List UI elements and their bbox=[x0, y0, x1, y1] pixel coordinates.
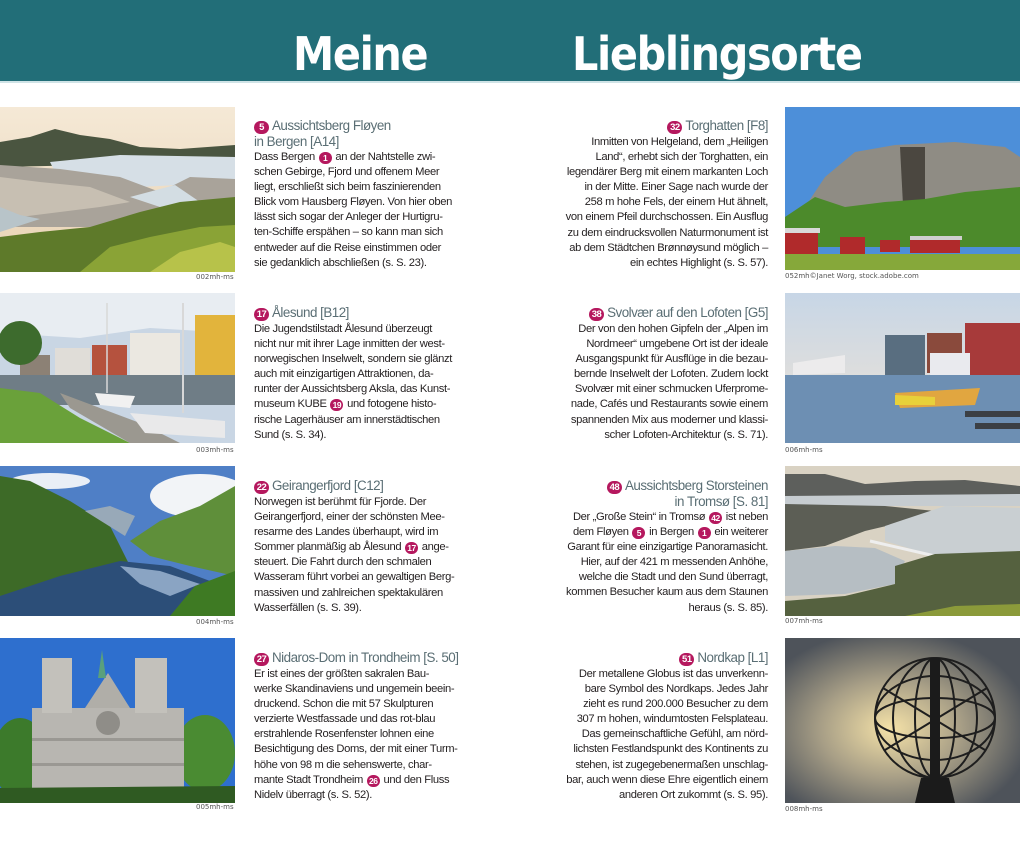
entry-svolvaer bbox=[560, 305, 768, 443]
photo-credit: 052mh©Janet Worg, stock.adobe.com bbox=[785, 272, 919, 280]
text-span: lichsten Festlandspunkt des Kontinents zu bbox=[573, 743, 768, 756]
text-span: massiven und zahlreichen spektakulären bbox=[254, 586, 443, 599]
text-span: schen Gebirge, Fjord und offenem Meer bbox=[254, 166, 440, 179]
text-span: in Bergen bbox=[646, 526, 697, 539]
photo-credit: 008mh-ms bbox=[785, 805, 823, 813]
text-span: ten-Schiffe erspähen – so kann man sich bbox=[254, 226, 443, 239]
entry-storsteinen bbox=[560, 478, 768, 616]
text-span: entweder auf die Reise einstimmen oder bbox=[254, 241, 441, 254]
entry-title bbox=[254, 650, 464, 666]
text-span: erstrahlende Rosenfenster lohnen eine bbox=[254, 728, 434, 741]
text-span: zu dem eindrucksvollen Naturmonument ist bbox=[567, 226, 768, 239]
text-span: kommen Besucher kaum aus dem Staunen bbox=[566, 586, 768, 599]
number-badge: 42 bbox=[709, 512, 722, 524]
text-span: anderen Ort zukommt (s. S. 95). bbox=[619, 788, 768, 801]
number-badge: 1 bbox=[319, 152, 332, 164]
entry-nidaros-dom bbox=[254, 650, 464, 803]
photo-nidaros-dom bbox=[0, 638, 235, 803]
entry-title bbox=[560, 478, 768, 509]
text-span: bar, auch wenn diese Ehre eigentlich einem bbox=[566, 773, 768, 786]
number-badge: 26 bbox=[367, 775, 380, 787]
text-span: Svolvær mit einer schmucken Uferprome- bbox=[574, 383, 768, 396]
text-span: Er ist eines der größten sakralen Bau- bbox=[254, 668, 430, 680]
number-badge: 27 bbox=[254, 653, 269, 666]
entry-text bbox=[254, 322, 459, 443]
text-span: Hier, auf der 421 m messenden Anhöhe, bbox=[580, 556, 768, 569]
number-badge: 38 bbox=[589, 308, 604, 321]
text-span: ein echtes Highlight (s. S. 57). bbox=[629, 256, 768, 269]
number-badge: 5 bbox=[632, 527, 645, 539]
text-span: nade, Cafés und Restaurants sowie einem bbox=[570, 398, 768, 411]
text-span: nicht nur mit ihrer Lage inmitten der west- bbox=[254, 338, 445, 351]
text-span: ein weiterer bbox=[711, 526, 768, 539]
text-span: Geirangerfjord, einer der schönsten Mee- bbox=[254, 511, 445, 524]
entry-geirangerfjord bbox=[254, 478, 459, 616]
text-span: 258 m hohe Fels, der einem Hut ähnelt, bbox=[584, 196, 768, 209]
photo-svolvaer bbox=[785, 293, 1020, 458]
photo-credit: 002mh-ms bbox=[196, 273, 234, 281]
text-span: Wasserfällen (s. S. 39). bbox=[254, 601, 362, 614]
text-span: in Bergen [A14] bbox=[254, 134, 339, 149]
photo-credit: 007mh-ms bbox=[785, 617, 823, 625]
photo-torghatten bbox=[785, 107, 1020, 272]
entry-nordkap bbox=[560, 650, 768, 803]
number-badge: 48 bbox=[607, 481, 622, 494]
entry-text bbox=[254, 150, 459, 271]
text-span: heraus (s. S. 85). bbox=[688, 601, 768, 614]
text-span: Inmitten von Helgeland, dem „Heiligen bbox=[591, 136, 768, 148]
number-badge: 19 bbox=[330, 399, 343, 411]
entry-text bbox=[560, 322, 768, 443]
page-title-word-2: Lieblingsorte bbox=[572, 27, 862, 81]
entry-text bbox=[560, 667, 768, 803]
text-span: Der von den hohen Gipfeln der „Alpen im bbox=[578, 323, 768, 335]
text-span: Sommer planmäßig ab Ålesund bbox=[254, 541, 405, 554]
text-span: Nordkap [L1] bbox=[697, 650, 768, 665]
photo-credit: 004mh-ms bbox=[196, 618, 234, 626]
text-span: Blick vom Hausberg Fløyen. Von hier oben bbox=[254, 196, 453, 209]
text-span: Der metallene Globus ist das unverkenn- bbox=[578, 668, 768, 680]
text-span: Land“, erhebt sich der Torghatten, ein bbox=[595, 151, 768, 164]
text-span: sie gedanklich abschließen (s. S. 23). bbox=[254, 256, 427, 269]
entry-title bbox=[254, 478, 459, 494]
photo-credit: 003mh-ms bbox=[196, 446, 234, 454]
text-span: Besichtigung des Doms, der mit einer Turm- bbox=[254, 743, 458, 756]
text-span: Nordmeer“ umgebene Ort ist der ideale bbox=[586, 338, 768, 351]
text-span: scher Lofoten-Architektur (s. S. 71). bbox=[604, 428, 768, 441]
number-badge: 17 bbox=[254, 308, 269, 321]
entry-alesund bbox=[254, 305, 459, 443]
text-span: ab dem Städtchen Brønnøysund möglich – bbox=[569, 241, 768, 254]
entry-floyen bbox=[254, 118, 459, 271]
text-span: auch mit einzigartigen Attraktionen, da- bbox=[254, 368, 434, 381]
text-span: Nidaros-Dom in Trondheim [S. 50] bbox=[272, 650, 459, 665]
text-span: runter der Aussichtsberg Aksla, das Kunst- bbox=[254, 383, 451, 396]
text-span: Norwegen ist berühmt für Fjorde. Der bbox=[254, 496, 427, 508]
number-badge: 5 bbox=[254, 121, 269, 134]
text-span: rische Lagerhäuser am innerstädtischen bbox=[254, 413, 440, 426]
text-span: Das gemeinschaftliche Gefühl, am nörd- bbox=[581, 728, 768, 741]
entry-text bbox=[560, 510, 768, 616]
text-span: druckend. Schon die mit 57 Skulpturen bbox=[254, 698, 434, 711]
entry-text bbox=[254, 495, 459, 616]
photo-credit: 005mh-ms bbox=[196, 803, 234, 811]
text-span: Wasseram führt vorbei an gewaltigen Berg- bbox=[254, 571, 455, 584]
text-span: Ausgangspunkt für Ausflüge in die bezau- bbox=[575, 353, 768, 366]
text-span: Dass Bergen bbox=[254, 151, 318, 163]
photo-bergen bbox=[0, 107, 235, 272]
text-span: 307 m hohen, windumtosten Felsplateau. bbox=[576, 713, 768, 726]
text-span: liegt, erschließt sich beim faszinierenden bbox=[254, 181, 441, 194]
page-header bbox=[0, 0, 1020, 83]
text-span: in der Mitte. Einer Sage nach wurde der bbox=[584, 181, 768, 194]
entry-title bbox=[560, 305, 768, 321]
text-span: Nidelv überragt (s. S. 52). bbox=[254, 788, 373, 801]
text-span: lässt sich sogar der Anleger der Hurtigru- bbox=[254, 211, 443, 224]
text-span: norwegischen Inselwelt, sondern sie glänzt bbox=[254, 353, 452, 366]
page-title-word-1: Meine bbox=[293, 27, 428, 81]
text-span: Torghatten [F8] bbox=[685, 118, 768, 133]
text-span: welche die Stadt und den Sund überragt, bbox=[578, 571, 768, 584]
photo-geirangerfjord bbox=[0, 466, 235, 631]
text-span: Die Jugendstilstadt Ålesund überzeugt bbox=[254, 323, 432, 335]
photo-credit: 006mh-ms bbox=[785, 446, 823, 454]
number-badge: 51 bbox=[679, 653, 694, 666]
text-span: verzierte Westfassade und das rot-blau bbox=[254, 713, 436, 726]
text-span: Ålesund [B12] bbox=[272, 305, 349, 320]
entry-torghatten bbox=[560, 118, 768, 271]
text-span: ist neben bbox=[722, 511, 768, 523]
text-span: legendärer Berg mit einem markanten Loch bbox=[566, 166, 768, 179]
text-span: Garant für eine einzigartige Panoramasicht. bbox=[567, 541, 768, 554]
number-badge: 17 bbox=[405, 542, 418, 554]
entry-title bbox=[254, 305, 459, 321]
entry-title bbox=[560, 650, 768, 666]
text-span: steuert. Die Fahrt durch den schmalen bbox=[254, 556, 432, 569]
photo-alesund bbox=[0, 293, 235, 458]
text-span: und fotogene histo- bbox=[344, 398, 437, 411]
text-span: resarme des Landes überhaupt, wird im bbox=[254, 526, 439, 539]
entry-title bbox=[560, 118, 768, 134]
text-span: museum KUBE bbox=[254, 398, 330, 411]
entry-text bbox=[254, 667, 464, 803]
entry-title bbox=[254, 118, 459, 149]
text-span: höhe von 98 m die sehenswerte, char- bbox=[254, 758, 432, 771]
text-span: werke Skandinaviens und ungemein beein- bbox=[254, 683, 455, 696]
text-span: in Tromsø [S. 81] bbox=[674, 494, 768, 509]
text-span: und den Fluss bbox=[380, 773, 450, 786]
text-span: ange- bbox=[419, 541, 449, 554]
number-badge: 32 bbox=[667, 121, 682, 134]
text-span: bernde Inselwelt der Lofoten. Zudem lockt bbox=[574, 368, 768, 381]
text-span: Aussichtsberg Storsteinen bbox=[624, 478, 768, 493]
text-span: stehen, ist zugegebenermaßen unschlag- bbox=[575, 758, 768, 771]
text-span: bare Symbol des Nordkaps. Jedes Jahr bbox=[584, 683, 768, 696]
text-span: Aussichtsberg Fløyen bbox=[272, 118, 391, 133]
text-span: spannenden Mix aus moderner und klassi- bbox=[570, 413, 768, 426]
number-badge: 22 bbox=[254, 481, 269, 494]
text-span: dem Fløyen bbox=[573, 526, 632, 539]
text-span: an der Nahtstelle zwi- bbox=[332, 151, 436, 163]
text-span: zieht es rund 200.000 Besucher zu dem bbox=[583, 698, 768, 711]
text-span: Geirangerfjord [C12] bbox=[272, 478, 384, 493]
text-span: von einem Pfeil durchschossen. Ein Ausflug bbox=[565, 211, 768, 224]
photo-nordkap bbox=[785, 638, 1020, 803]
number-badge: 1 bbox=[698, 527, 711, 539]
text-span: Der „Große Stein“ in Tromsø bbox=[572, 511, 708, 523]
photo-tromso bbox=[785, 466, 1020, 631]
text-span: Sund (s. S. 34). bbox=[254, 428, 327, 441]
text-span: Svolvær auf den Lofoten [G5] bbox=[607, 305, 768, 320]
text-span: mante Stadt Trondheim bbox=[254, 773, 366, 786]
entry-text bbox=[560, 135, 768, 271]
